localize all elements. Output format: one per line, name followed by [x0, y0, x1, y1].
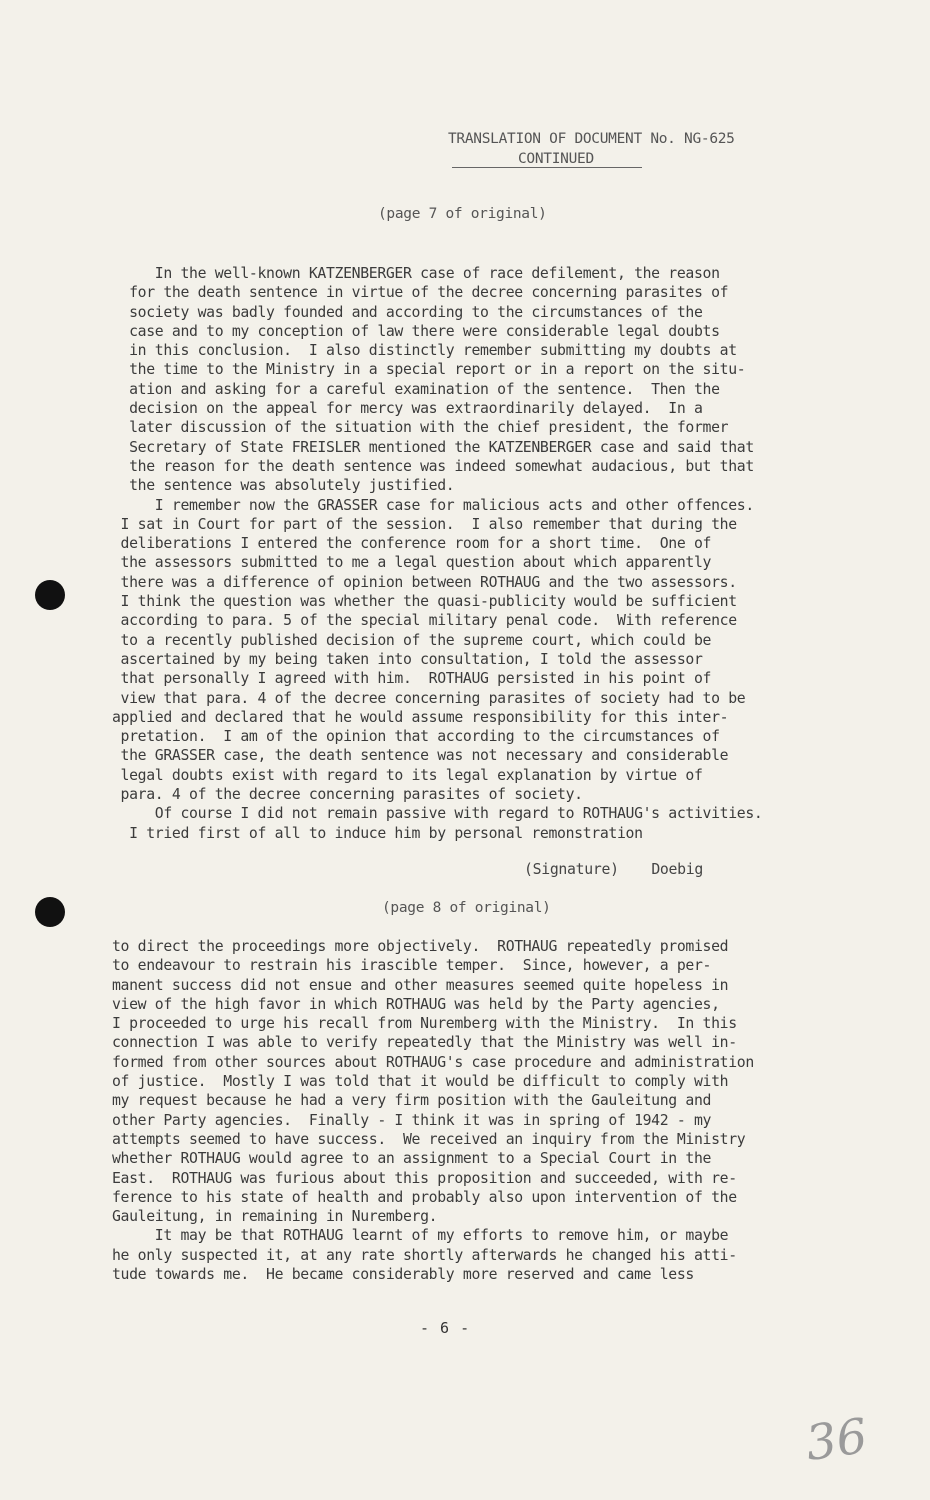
text-line: my request because he had a very firm position with the Gauleitung and [112, 1092, 712, 1110]
text-line: I think the question was whether the quasi-publicity would be sufficient [112, 593, 737, 611]
text-line: the time to the Ministry in a special report or in a report on the situ- [112, 361, 746, 379]
text-line: other Party agencies. Finally - I think it was in spring of 1942 - my [112, 1111, 712, 1129]
text-line: for the death sentence in virtue of the decree concerning parasites of [112, 284, 729, 302]
signature-line [524, 861, 703, 878]
header-subtitle: CONTINUED [518, 151, 594, 167]
text-line: according to para. 5 of the special military penal code. With reference [112, 612, 737, 630]
body-text-block-1 [112, 264, 842, 843]
text-line: I tried first of all to induce him by personal remonstration [112, 824, 643, 842]
text-line: applied and declared that he would assume responsibility for this inter- [112, 708, 729, 726]
text-line: case and to my conception of law there were considerable legal doubts [112, 322, 720, 340]
handwritten-folio-number: 36 [802, 1408, 871, 1472]
text-line: whether ROTHAUG would agree to an assignment to a Special Court in the [112, 1150, 712, 1168]
text-line: legal doubts exist with regard to its legal explanation by virtue of [112, 766, 703, 784]
text-line: to direct the proceedings more objectively. ROTHAUG repeatedly promised [112, 938, 729, 955]
body-text-block-2 [112, 937, 842, 1284]
signature-label: (Signature) [524, 861, 619, 878]
header-title: TRANSLATION OF DOCUMENT No. NG-625 [448, 131, 735, 147]
text-line: Secretary of State FREISLER mentioned the KATZENBERGER case and said that [112, 438, 754, 456]
punch-hole-icon [35, 580, 65, 610]
text-line: in this conclusion. I also distinctly remember submitting my doubts at [112, 342, 737, 360]
text-line: It may be that ROTHAUG learnt of my efforts to remove him, or maybe [112, 1227, 729, 1245]
text-line: pretation. I am of the opinion that according to the circumstances of [112, 728, 720, 746]
text-line: ascertained by my being taken into consultation, I told the assessor [112, 650, 703, 668]
text-line: Gauleitung, in remaining in Nuremberg. [112, 1208, 438, 1226]
text-line: the GRASSER case, the death sentence was not necessary and considerable [112, 747, 729, 765]
original-page-marker-8: (page 8 of original) [382, 900, 551, 916]
text-line: to a recently published decision of the supreme court, which could be [112, 631, 712, 649]
text-line: ation and asking for a careful examination of the sentence. Then the [112, 380, 720, 398]
text-line: Of course I did not remain passive with regard to ROTHAUG's activities. [112, 805, 763, 823]
text-line: of justice. Mostly I was told that it would be difficult to comply with [112, 1073, 729, 1091]
text-line: formed from other sources about ROTHAUG's case procedure and administration [112, 1053, 754, 1071]
document-header [448, 131, 735, 167]
text-line: East. ROTHAUG was furious about this proposition and succeeded, with re- [112, 1169, 737, 1187]
text-line: connection I was able to verify repeatedly that the Ministry was well in- [112, 1034, 737, 1052]
text-line: later discussion of the situation with the chief president, the former [112, 419, 729, 437]
text-line: decision on the appeal for mercy was extraordinarily delayed. In a [112, 400, 703, 418]
text-line: tude towards me. He became considerably more reserved and came less [112, 1266, 694, 1284]
text-line: the sentence was absolutely justified. [112, 477, 455, 495]
text-line: there was a difference of opinion between ROTHAUG and the two assessors. [112, 573, 737, 591]
text-line: the reason for the death sentence was indeed somewhat audacious, but that [112, 457, 754, 475]
page-number: - 6 - [420, 1319, 471, 1337]
text-line: he only suspected it, at any rate shortly afterwards he changed his atti- [112, 1246, 737, 1264]
text-line: that personally I agreed with him. ROTHAUG persisted in his point of [112, 670, 712, 688]
text-line: I sat in Court for part of the session. I also remember that during the [112, 515, 737, 533]
text-line: attempts seemed to have success. We received an inquiry from the Ministry [112, 1130, 746, 1148]
text-line: view of the high favor in which ROTHAUG was held by the Party agencies, [112, 995, 720, 1013]
header-underline [452, 167, 642, 168]
text-line: society was badly founded and according to the circumstances of the [112, 303, 703, 321]
original-page-marker-7: (page 7 of original) [378, 206, 547, 222]
text-line: the assessors submitted to me a legal question about which apparently [112, 554, 712, 572]
text-line: para. 4 of the decree concerning parasites of society. [112, 786, 583, 804]
text-line: I proceeded to urge his recall from Nuremberg with the Ministry. In this [112, 1015, 737, 1033]
signature-name: Doebig [651, 861, 703, 878]
text-line: view that para. 4 of the decree concerning parasites of society had to be [112, 689, 746, 707]
text-line: manent success did not ensue and other measures seemed quite hopeless in [112, 976, 729, 994]
text-line: ference to his state of health and probably also upon intervention of the [112, 1188, 737, 1206]
text-line: In the well-known KATZENBERGER case of race defilement, the reason [112, 265, 720, 282]
text-line: I remember now the GRASSER case for malicious acts and other offences. [112, 496, 754, 514]
punch-hole-icon [35, 897, 65, 927]
text-line: deliberations I entered the conference room for a short time. One of [112, 535, 712, 553]
text-line: to endeavour to restrain his irascible temper. Since, however, a per- [112, 957, 712, 975]
